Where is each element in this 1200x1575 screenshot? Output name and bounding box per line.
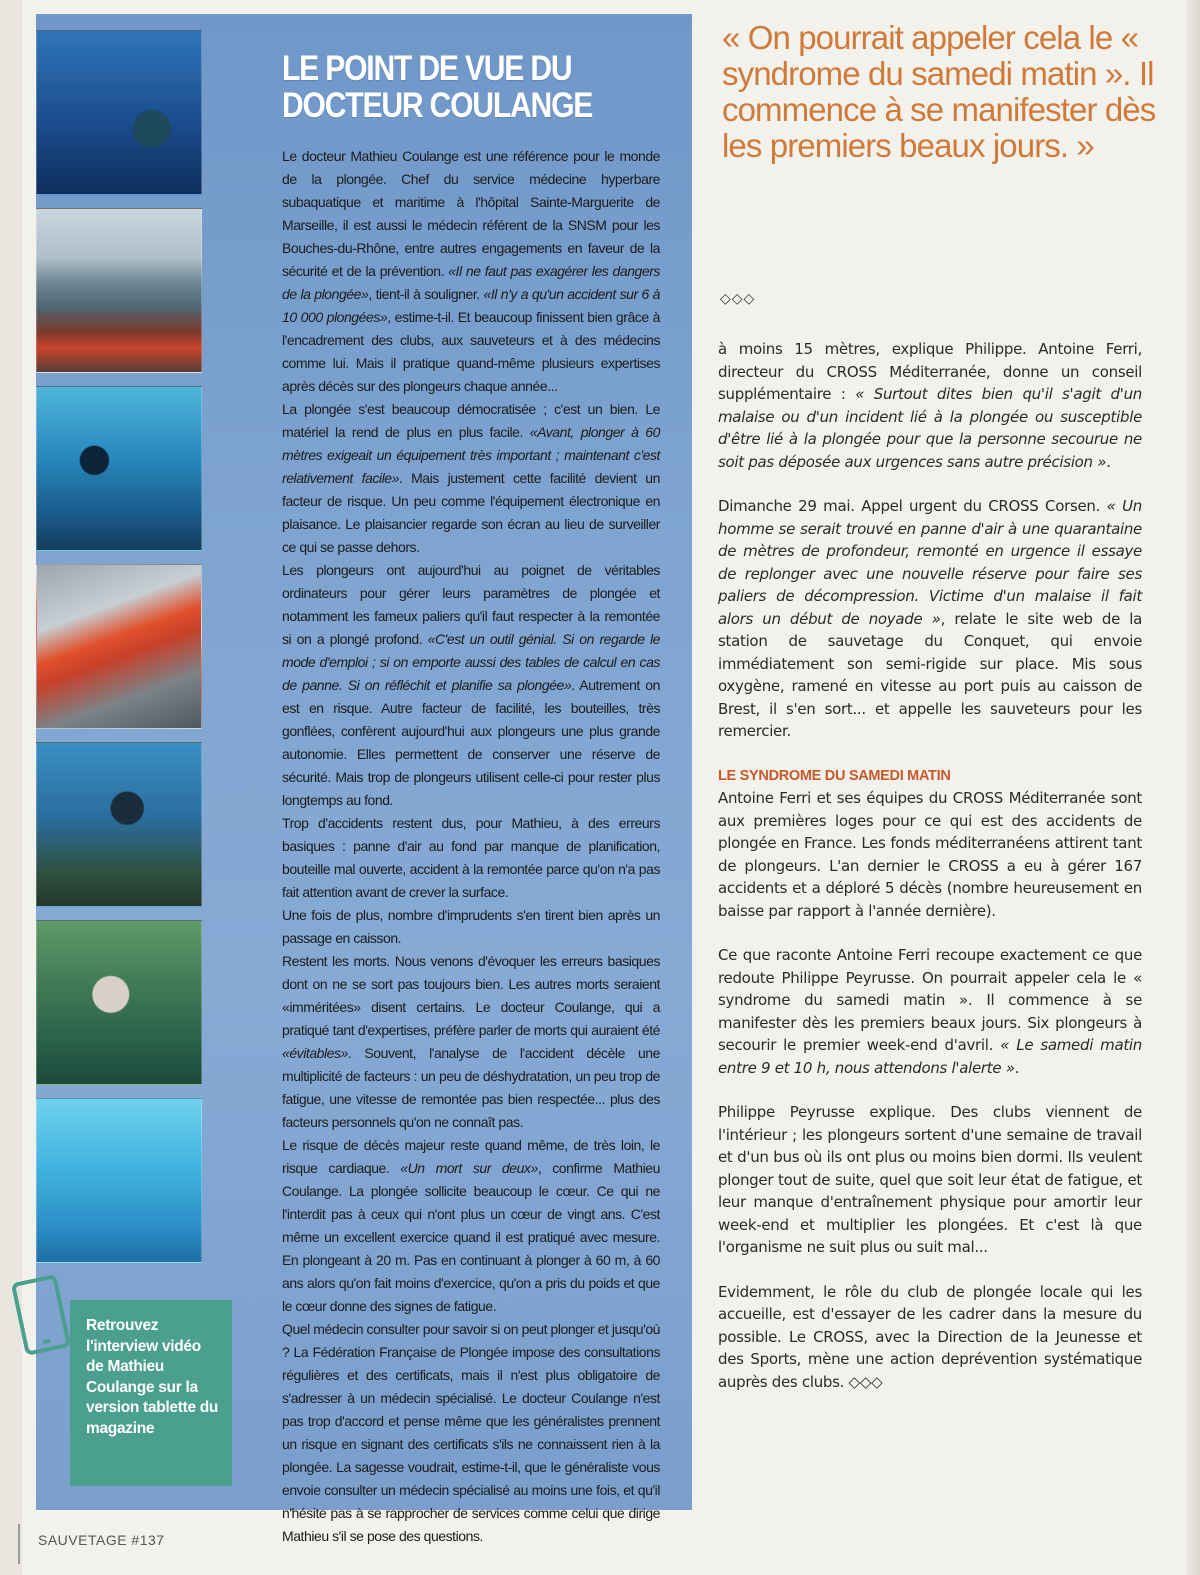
- paragraph: [282, 904, 660, 950]
- photo-diver-thumbs-up: [36, 920, 202, 1085]
- paragraph: [282, 1318, 660, 1548]
- photo-diver-on-rocks: [36, 742, 202, 907]
- page-gutter: [0, 0, 22, 1575]
- paragraph: [282, 1134, 660, 1318]
- sidebar-body: [282, 145, 660, 1548]
- text-run: Ce que raconte Antoine Ferri recoupe exactement ce que redoute Philippe Peyrusse. On pourrait appeler cela le « syndrome du samedi matin ». Il commence à se manifester dès les premiers beaux jours. Six plongeurs à secourir le premier week-end d'avril.: [718, 946, 1142, 1054]
- text-run: .: [1106, 452, 1111, 471]
- photo-divers-underwater: [36, 30, 202, 195]
- quote-text: «Un mort sur deux»: [400, 1160, 538, 1176]
- page-edge: [1186, 0, 1200, 1575]
- paragraph: [282, 145, 660, 398]
- text-run: . Mais justement cette facilité devient un facteur de risque. Un peu comme l'équipement électronique en plaisance. Le plaisancier regarde son écran au lieu de surveiller ce qui se passe dehors.: [282, 470, 660, 555]
- text-run: .: [1014, 1058, 1020, 1077]
- text-run: , estime-t-il. Et beaucoup finissent bien grâce à l'encadrement des clubs, aux sauveteurs et à des médecins comme lui. Mais il pratique quand-même plusieurs expertises après décès sur des plongeurs chaque année...: [282, 309, 661, 394]
- quote-text: «Il n'y a qu'un accident sur 6 à 10 000 plongées»: [282, 286, 660, 325]
- text-run: Le docteur Mathieu Coulange est une référence pour le monde de la plongée. Chef du service médecine hyperbare subaquatique et maritime à l'hôpital Sainte-Marguerite de Marseille, il est aussi le médecin référent de la SNSM pour les Bouches-du-Rhône, entre autres engagements en faveur de la sécurité et de la prévention.: [282, 148, 660, 279]
- paragraph: [718, 787, 1142, 922]
- photo-rescue-crew-deck: [36, 564, 202, 729]
- quote-text: « Un homme se serait trouvé en panne d'air à une quarantaine de mètres de profondeur, remonté en urgence il essaye de replonger avec une nouvelle réserve pour faire ses paliers de décompression. Victime d'un malaise il fait alors un début de noyade »: [718, 497, 1143, 628]
- pull-quote: « On pourrait appeler cela le « syndrome du samedi matin ». Il commence à se manifester dès les premiers beaux jours. »: [722, 19, 1156, 164]
- quote-text: «évitables»: [282, 1045, 348, 1061]
- text-run: La plongée s'est beaucoup démocratisée ; c'est un bien. Le matériel la rend de plus en plus facile.: [282, 401, 660, 440]
- text-run: Dimanche 29 mai. Appel urgent du CROSS Corsen.: [718, 497, 1107, 515]
- text-run: . Souvent, l'analyse de l'accident décèle une multiplicité de facteurs : un peu de déshydratation, un peu trop de fatigue, une vitesse de remontée pas bien respectée... plus des facteurs personnels qu'on ne connaît pas.: [282, 1045, 660, 1130]
- promo-text: Retrouvez l'interview vidéo de Mathieu Coulange sur la version tablette du magazine: [86, 1317, 219, 1437]
- text-run: , relate le site web de la station de sauvetage du Conquet, qui envoie immédiatement son semi-rigide sur place. Mis sous oxygène, ramené en vitesse au port puis au caisson de Brest, il s'en sort... et appelle les sauveteurs pour les remercier.: [718, 609, 1142, 740]
- paragraph: [718, 338, 1142, 473]
- quote-text: «C'est un outil génial. Si on regarde le mode d'emploi ; si on emporte aussi des tables de calcul en cas de panne. Si on réfléchit et planifie sa plongée»: [282, 631, 661, 693]
- paragraph: [718, 1281, 1142, 1394]
- text-run: Une fois de plus, nombre d'imprudents s'en tirent bien après un passage en caisson.: [282, 907, 660, 946]
- text-run: Evidemment, le rôle du club de plongée locale qui les accueille, est d'essayer de les cadrer dans la mesure du possible. Le CROSS, avec la Direction de la Jeunesse et des Sports, mène une action deprévention systématique auprès des clubs.: [718, 1282, 1142, 1391]
- footer-rule: [18, 1524, 20, 1564]
- right-blocks-before: [718, 338, 1142, 743]
- sidebar-title: LE POINT DE VUE DU DOCTEUR COULANGE: [282, 49, 593, 125]
- text-run: Restent les morts. Nous venons d'évoquer les erreurs basiques dont on ne se sort pas toujours bien. Les autres morts seraient «imméritées» disent certains. Le docteur Coulange, qui a pratiqué tant d'expertises, préfère parler de morts qui auraient été: [282, 953, 660, 1038]
- text-run: à moins 15 mètres, explique Philippe. Antoine Ferri, directeur du CROSS Méditerranée, donne un conseil supplémentaire :: [718, 340, 1142, 403]
- text-run: Le risque de décès majeur reste quand même, de très loin, le risque cardiaque.: [282, 1137, 660, 1176]
- paragraph: [718, 495, 1142, 743]
- paragraph: [282, 398, 660, 559]
- section-heading: LE SYNDROME DU SAMEDI MATIN: [718, 767, 951, 784]
- text-run: Les plongeurs ont aujourd'hui au poignet de véritables ordinateurs pour gérer leurs paramètres de plongée et notamment les fameux paliers qu'il faut respecter à la remontée si on a plongé profond.: [282, 562, 660, 647]
- quote-text: « Le samedi matin entre 9 et 10 h, nous attendons l'alerte »: [718, 1036, 1143, 1077]
- quote-text: «Il ne faut pas exagérer les dangers de la plongée»: [282, 263, 660, 302]
- text-run: Quel médecin consulter pour savoir si on peut plonger et jusqu'où ? La Fédération Française de Plongée impose des consultations régulières et des certificats, mais il n'est plus obligatoire de s'adresser à un médecin spécialisé. Le docteur Coulange n'est pas trop d'accord et pense même que les généralistes prennent un risque en signant des certificats s'ils ne connaissent rien à la plongée. La sagesse voudrait, estime-t-il, que le généraliste vous envoie consulter un médecin spécialisé au moins une fois, et qu'il n'hésite pas à se rapprocher de services comme celui que dirige Mathieu s'il se pose des questions.: [282, 1321, 660, 1544]
- photo-column: [36, 30, 202, 1276]
- photo-rescuers-on-boat: [36, 208, 202, 373]
- photo-freediver: [36, 1098, 202, 1263]
- paragraph: [282, 559, 660, 812]
- text-run: Antoine Ferri et ses équipes du CROSS Méditerranée sont aux premières loges pour ce qui est des accidents de plongée en France. Les fonds méditerranéens attirent tant de plongeurs. L'an dernier le CROSS a eu à gérer 167 accidents et a déploré 5 décès (nombre heureusement en baisse par rapport à l'année dernière).: [718, 789, 1142, 920]
- paragraph: [282, 950, 660, 1134]
- footer-issue-label: SAUVETAGE #137: [38, 1532, 165, 1548]
- text-run: Philippe Peyrusse explique. Des clubs viennent de l'intérieur ; les plongeurs sortent d'une semaine de travail et d'un bus où ils ont plus ou moins bien dormi. Ils veulent plonger tout de suite, quel que soit leur état de fatigue, et leur manque d'entraînement physique pour amortir leur week-end et multiplier les plongées. Et c'est là que l'organisme ne suit plus ou suit mal...: [718, 1103, 1142, 1256]
- text-run: Trop d'accidents restent dus, pour Mathieu, à des erreurs basiques : panne d'air au fond par manque de planification, bouteille mal ouverte, accident à la remontée parce qu'on n'a pas fait attention avant de crever la surface.: [282, 815, 660, 900]
- quote-text: «Avant, plonger à 60 mètres exigeait un équipement très important ; maintenant c'est relativement facile»: [282, 424, 660, 486]
- paragraph: [718, 1101, 1142, 1259]
- text-run: . Autrement on est en risque. Autre facteur de facilité, les bouteilles, très gonflées, confèrent aujourd'hui aux plongeurs une plus grande autonomie. Elles permettent de conserver une réserve de sécurité. Mais trop de plongeurs utilisent celle-ci pour rester plus longtemps au fond.: [282, 677, 660, 808]
- text-run: ◇◇◇: [848, 1372, 883, 1391]
- photo-divers-near-surface: [36, 386, 202, 551]
- text-run: , tient-il à souligner.: [368, 286, 484, 302]
- paragraph: [718, 944, 1142, 1079]
- paragraph: [282, 812, 660, 904]
- text-run: , confirme Mathieu Coulange. La plongée sollicite beaucoup le cœur. Ce qui ne l'interdit pas à ceux qui n'ont plus un cœur de vingt ans. C'est même un excellent exercice quand il est pratiqué avec mesure. En plongeant à 20 m. Pas en continuant à plonger à 60 m, à 60 ans alors qu'on fait moins d'exercice, qu'on a pris du poids et que le cœur donne des signes de fatigue.: [282, 1160, 660, 1314]
- divider-ornament: ◇◇◇: [720, 290, 756, 306]
- tablet-promo-box: [70, 1300, 232, 1486]
- right-blocks-after: [718, 787, 1142, 1393]
- quote-text: « Surtout dites bien qu'il s'agit d'un malaise ou d'un incident lié à la plongée ou susceptible d'être lié à la plongée pour que la personne secourue ne soit pas déposée aux urgences sans autre précision »: [718, 385, 1143, 471]
- right-column-body: [718, 338, 1142, 1415]
